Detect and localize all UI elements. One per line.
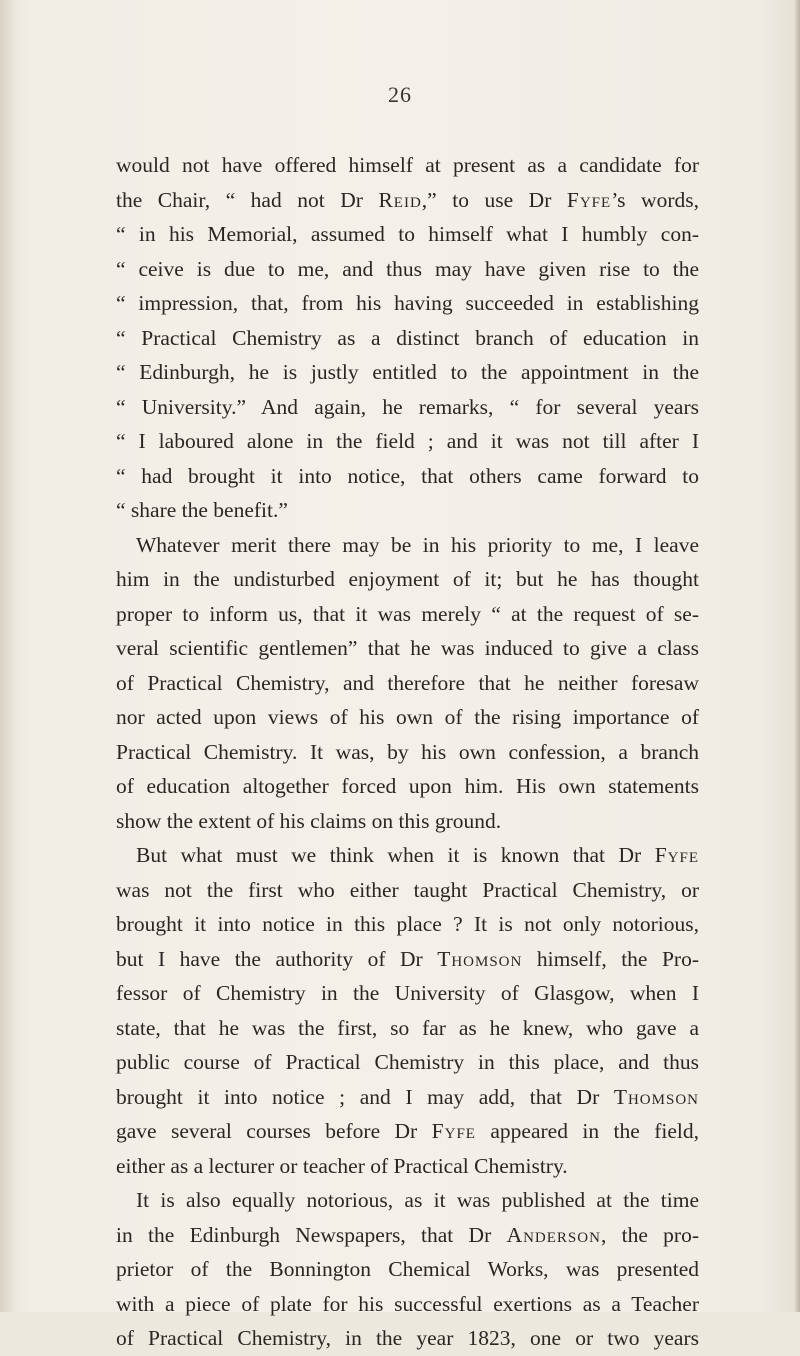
text-line — [116, 493, 699, 528]
text-run: “ had brought it into notice, that others came forward to — [116, 463, 699, 488]
text-run: himself, the Pro- — [522, 946, 699, 971]
text-line — [116, 873, 699, 908]
text-line — [116, 1287, 699, 1322]
text-line — [116, 907, 699, 942]
text-line — [116, 459, 699, 494]
text-run: “ I laboured alone in the field ; and it was not till after I — [116, 429, 699, 453]
text-run: show the extent of his claims on this ground. — [116, 808, 502, 833]
text-run: ’s words, — [611, 187, 699, 212]
name-small-caps: Reid — [378, 187, 422, 212]
text-run: brought it into notice ; and I may add, that Dr — [116, 1084, 614, 1109]
text-run: ,” to use Dr — [421, 187, 567, 212]
text-run: But what must we think when it is known that Dr — [136, 843, 655, 867]
text-line — [116, 1080, 699, 1115]
text-run: proper to inform us, that it was merely “ at the request of se- — [116, 601, 699, 626]
text-line — [116, 183, 699, 218]
text-run: was not the first who either taught Practical Chemistry, or — [116, 877, 699, 902]
text-run: fessor of Chemistry in the University of Glasgow, when I — [116, 981, 699, 1005]
text-run: “ impression, that, from his having succeeded in establishing — [116, 291, 699, 315]
text-line — [116, 976, 699, 1011]
text-run: “ in his Memorial, assumed to himself what I humbly con- — [116, 222, 699, 246]
text-line — [116, 700, 699, 735]
text-run: “ share the benefit.” — [116, 498, 288, 522]
text-line — [116, 735, 699, 770]
text-run: gave several courses before Dr — [116, 1119, 432, 1143]
text-run: “ Edinburgh, he is justly entitled to the appointment in the — [116, 360, 699, 384]
text-line — [116, 1045, 699, 1080]
name-small-caps: Fyfe — [566, 187, 612, 212]
text-line — [116, 597, 699, 632]
text-line — [116, 528, 699, 563]
text-run: prietor of the Bonnington Chemical Works, was presented — [116, 1257, 699, 1281]
text-line — [116, 390, 699, 425]
text-run: , the pro- — [600, 1222, 699, 1247]
name-small-caps: Thomson — [437, 946, 523, 971]
text-run: of education altogether forced upon him. His own statements — [116, 774, 699, 798]
page-gutter-shadow — [0, 0, 14, 1312]
text-run: public course of Practical Chemistry in this place, and thus — [116, 1050, 699, 1074]
text-run: of Practical Chemistry, and therefore that he neither foresaw — [116, 670, 699, 695]
text-line — [116, 148, 699, 183]
text-line — [116, 286, 699, 321]
text-line — [116, 1149, 699, 1184]
text-run: would not have offered himself at present as a candidate for — [116, 153, 699, 177]
name-small-caps: Fyfe — [431, 1119, 476, 1143]
text-line — [116, 355, 699, 390]
text-run: either as a lecturer or teacher of Practical Chemistry. — [116, 1153, 568, 1178]
name-small-caps: Anderson — [506, 1222, 601, 1247]
text-line — [116, 424, 699, 459]
text-run: in the Edinburgh Newspapers, that Dr — [116, 1222, 507, 1247]
text-run: Whatever merit there may be in his priority to me, I leave — [136, 532, 699, 557]
text-run: him in the undisturbed enjoyment of it; but he has thought — [116, 567, 699, 591]
text-line — [116, 217, 699, 252]
text-run: Practical Chemistry. It was, by his own confession, a branch — [116, 739, 699, 764]
text-line — [116, 1183, 699, 1218]
text-line — [116, 252, 699, 287]
text-run: appeared in the field, — [475, 1119, 699, 1143]
text-run: “ University.” And again, he remarks, “ for several years — [116, 394, 699, 419]
text-line — [116, 942, 699, 977]
text-line — [116, 562, 699, 597]
text-line — [116, 321, 699, 356]
text-line — [116, 1114, 699, 1149]
text-run: nor acted upon views of his own of the rising importance of — [116, 705, 699, 729]
text-run: but I have the authority of Dr — [116, 946, 438, 971]
text-run: brought it into notice in this place ? It is not only notorious, — [116, 912, 699, 936]
text-run: of Practical Chemistry, in the year 1823, one or two years — [116, 1326, 699, 1350]
text-run: with a piece of plate for his successful exertions as a Teacher — [116, 1291, 699, 1316]
page-number: 26 — [388, 82, 412, 107]
page-edge-shadow — [794, 0, 800, 1312]
text-run: state, that he was the first, so far as he knew, who gave a — [116, 1015, 699, 1040]
text-line — [116, 1321, 699, 1356]
text-run: veral scientific gentlemen” that he was induced to give a class — [116, 636, 699, 660]
body-text — [116, 148, 699, 1356]
name-small-caps: Fyfe — [654, 843, 699, 867]
text-line — [116, 1252, 699, 1287]
text-run: “ ceive is due to me, and thus may have given rise to the — [116, 256, 699, 281]
text-line — [116, 838, 699, 873]
text-line — [116, 1218, 699, 1253]
text-run: It is also equally notorious, as it was published at the time — [136, 1188, 699, 1212]
text-line — [116, 631, 699, 666]
name-small-caps: Thomson — [613, 1084, 699, 1109]
text-run: the Chair, “ had not Dr — [116, 187, 379, 212]
text-line — [116, 1011, 699, 1046]
text-line — [116, 666, 699, 701]
text-line — [116, 769, 699, 804]
text-run: “ Practical Chemistry as a distinct branch of education in — [116, 325, 699, 350]
text-line — [116, 804, 699, 839]
